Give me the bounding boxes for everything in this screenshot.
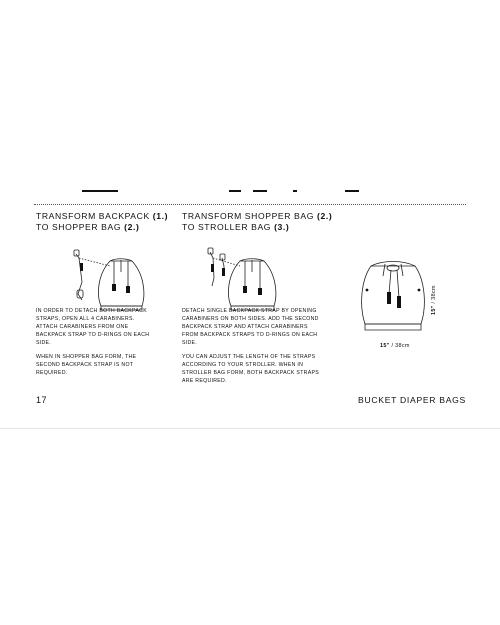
width-dimension: 15" / 38cm	[380, 343, 410, 349]
shopper-to-stroller-illustration	[200, 246, 295, 316]
step1-instructions: IN ORDER TO DETACH BOTH BACKPACK STRAPS, OPEN ALL 4 CARABINERS. ATTACH CARABINERS FROM ONE BACKPACK STRAP TO D-RINGS ON EACH SIDE. WHEN IN SHOPPER BAG FORM, THE SECOND BACKPACK STRAP IS NOT REQUIRED.	[36, 308, 150, 376]
height-dimension: 15" / 38cm	[431, 285, 437, 315]
heading-fragment	[253, 190, 267, 192]
heading-fragment	[345, 190, 359, 192]
step1-title: TRANSFORM BACKPACK (1.) TO SHOPPER BAG (2.)	[36, 211, 169, 232]
heading-fragment	[293, 190, 297, 192]
step2-instructions: DETACH SINGLE BACKPACK STRAP BY OPENING CARABINERS ON BOTH SIDES. ADD THE SECOND BACKPACK STRAP AND ATTACH CARABINERS FROM BACKPACK STRAPS TO D-RINGS ON EACH SIDE. YOU CAN ADJUST THE LENGTH OF THE STRAPS ACCORDING TO YOUR STROLLER. WHEN IN STROLLER BAG FORM, BOTH BACKPACK STRAPS ARE REQUIRED.	[182, 308, 319, 384]
backpack-to-shopper-illustration	[70, 246, 160, 316]
heading-fragment	[229, 190, 241, 192]
bag-dimensions-illustration	[355, 248, 435, 338]
dotted-divider	[34, 204, 466, 205]
manual-page	[0, 148, 500, 428]
step2-title: TRANSFORM SHOPPER BAG (2.) TO STROLLER BAG (3.)	[182, 211, 333, 232]
page-bottom-rule	[0, 428, 500, 429]
page-number: 17	[36, 395, 48, 405]
heading-fragment	[82, 190, 118, 192]
document-title: BUCKET DIAPER BAGS	[358, 395, 466, 405]
